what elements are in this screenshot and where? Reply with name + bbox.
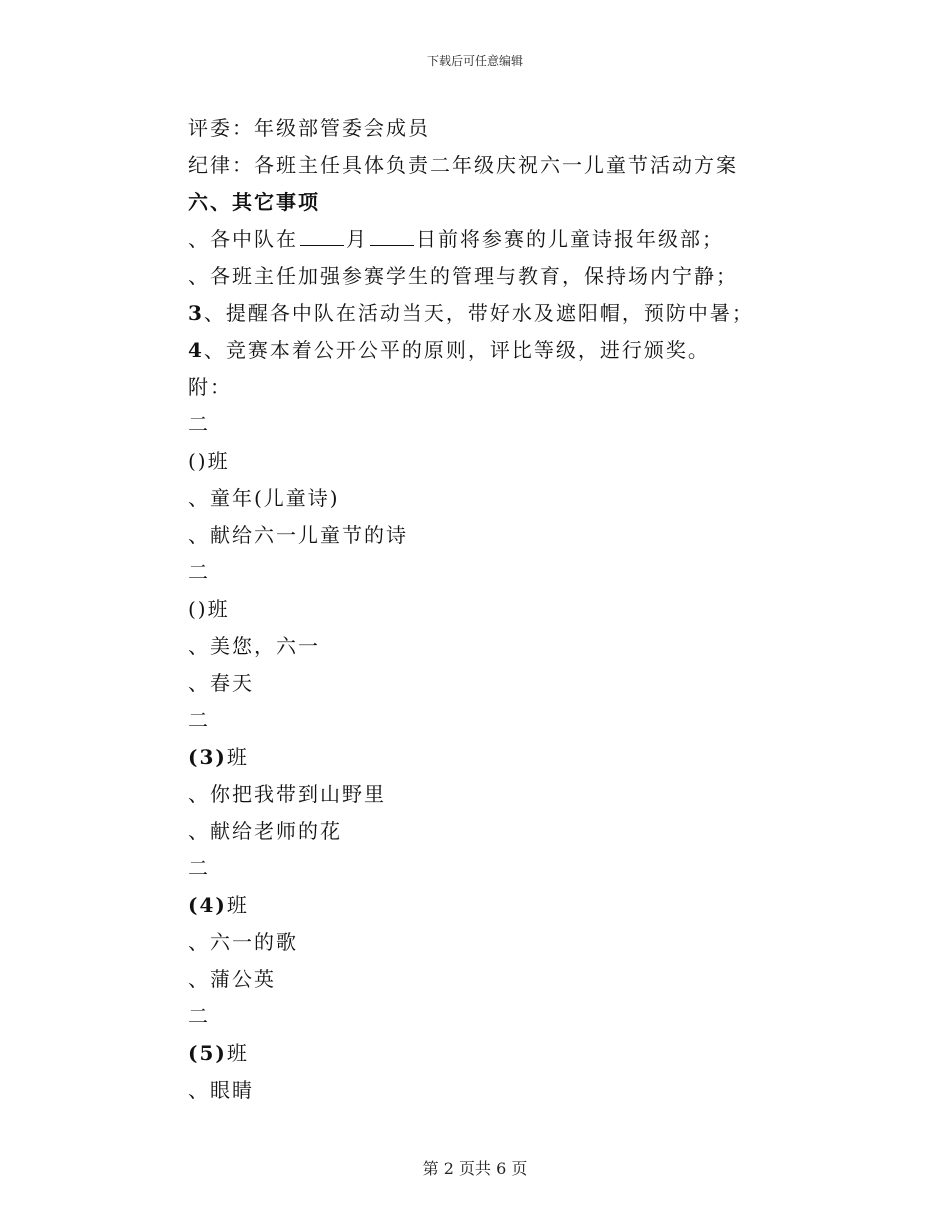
line-remainder: 班 bbox=[226, 893, 249, 917]
judges-line: 评委：年级部管委会成员 bbox=[188, 116, 430, 140]
item-1-line bbox=[188, 221, 808, 258]
grade-label: 二 bbox=[188, 708, 210, 732]
poem-title: 、献给六一儿童节的诗 bbox=[188, 523, 408, 547]
line-remainder: 、提醒各中队在活动当天，带好水及遮阳帽，预防中暑； bbox=[203, 301, 754, 325]
item-2-line: 、各班主任加强参赛学生的管理与教育，保持场内宁静； bbox=[188, 264, 738, 288]
appendix-label: 附： bbox=[188, 375, 232, 399]
grade-label: 二 bbox=[188, 560, 210, 584]
page-header: 下载后可任意编辑 bbox=[426, 54, 523, 68]
numeric-prefix: 4 bbox=[188, 338, 204, 362]
poem-title: 、六一的歌 bbox=[188, 930, 298, 954]
poem-title: 、你把我带到山野里 bbox=[188, 782, 386, 806]
item-1-part-a: 、各中队在 bbox=[188, 227, 298, 251]
month-blank bbox=[300, 223, 344, 246]
item-4-line bbox=[188, 332, 808, 369]
document-body bbox=[188, 110, 808, 1109]
grade-label: 二 bbox=[188, 1004, 210, 1028]
grade-label: 二 bbox=[188, 412, 210, 436]
poem-title: 、美您，六一 bbox=[188, 634, 320, 658]
class-label bbox=[188, 1035, 808, 1072]
numeric-prefix: 3 bbox=[188, 301, 204, 325]
section-heading: 六、其它事项 bbox=[188, 190, 320, 214]
line-remainder: 班 bbox=[226, 1041, 249, 1065]
item-1-part-c: 日前将参赛的儿童诗报年级部； bbox=[416, 227, 724, 251]
class-label bbox=[188, 887, 808, 924]
poem-title: 、献给老师的花 bbox=[188, 819, 342, 843]
line-remainder: 班 bbox=[226, 745, 249, 769]
line-remainder: 、竞赛本着公开公平的原则，评比等级，进行颁奖。 bbox=[203, 338, 710, 362]
numeric-prefix: (5) bbox=[188, 1041, 227, 1065]
class-label bbox=[188, 739, 808, 776]
grade-label: 二 bbox=[188, 856, 210, 880]
poem-title: 、蒲公英 bbox=[188, 967, 276, 991]
day-blank bbox=[370, 223, 414, 246]
class-label: ()班 bbox=[188, 449, 230, 473]
class-label: ()班 bbox=[188, 597, 230, 621]
poem-title: 、童年(儿童诗) bbox=[188, 486, 340, 510]
poem-title: 、眼睛 bbox=[188, 1078, 254, 1102]
item-3-line bbox=[188, 295, 808, 332]
numeric-prefix: (3) bbox=[188, 745, 227, 769]
poem-title: 、春天 bbox=[188, 671, 254, 695]
discipline-line: 纪律：各班主任具体负责二年级庆祝六一儿童节活动方案 bbox=[188, 153, 738, 177]
numeric-prefix: (4) bbox=[188, 893, 227, 917]
page-footer: 第 2 页共 6 页 bbox=[422, 1159, 528, 1178]
item-1-part-b: 月 bbox=[346, 227, 368, 251]
